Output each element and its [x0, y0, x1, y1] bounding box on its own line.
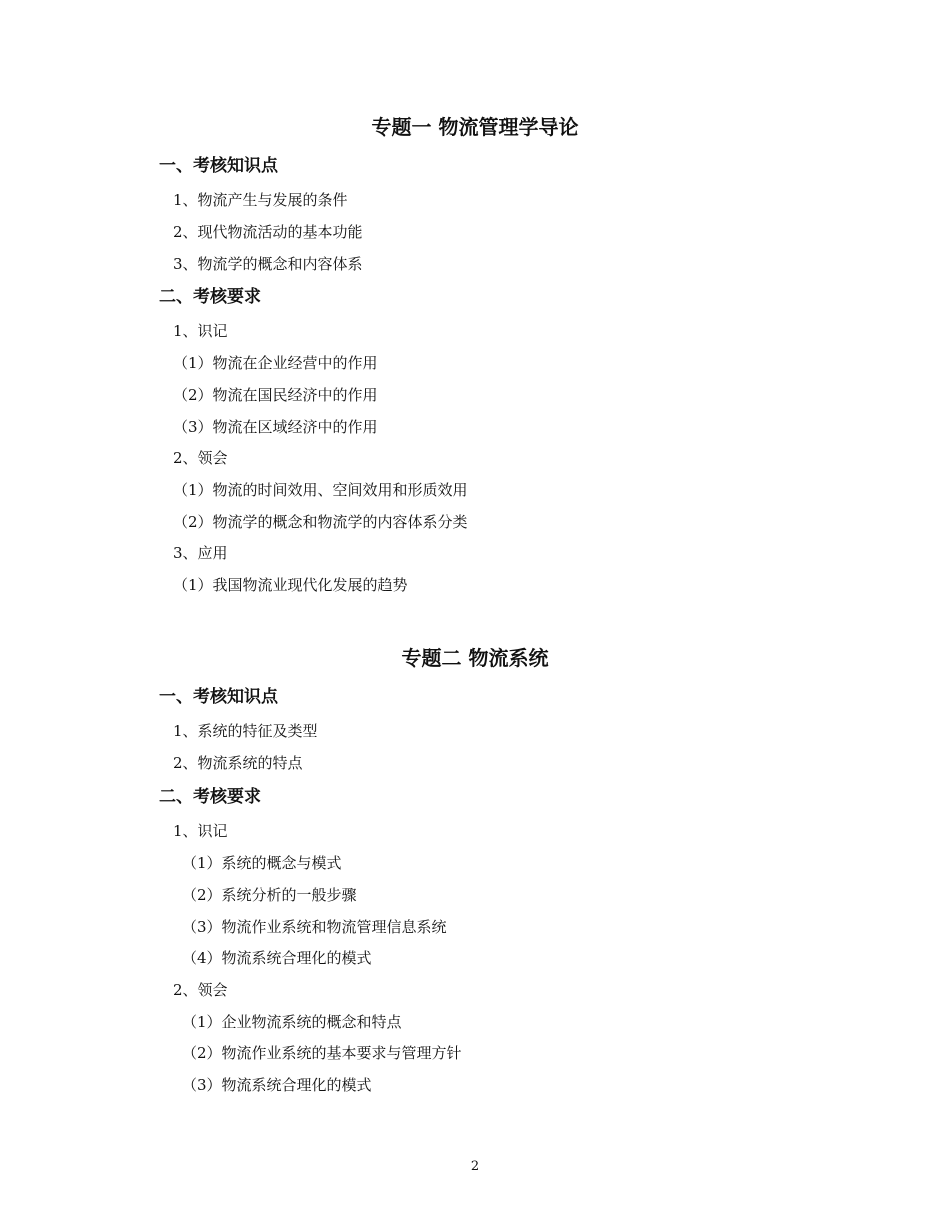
requirement-level-label: 3、应用 — [173, 544, 228, 562]
requirement-item: （2）物流在国民经济中的作用 — [173, 386, 378, 404]
requirement-item: （2）物流学的概念和物流学的内容体系分类 — [173, 513, 468, 531]
section-heading-requirements: 二、考核要求 — [159, 787, 261, 807]
requirement-level-label: 1、识记 — [173, 822, 228, 840]
requirement-item: （3）物流作业系统和物流管理信息系统 — [182, 918, 447, 936]
section-title: 专题二 物流系统 — [401, 646, 549, 670]
section-heading-knowledge: 一、考核知识点 — [159, 687, 278, 707]
requirement-item: （1）物流在企业经营中的作用 — [173, 354, 378, 372]
requirement-item: （3）物流系统合理化的模式 — [182, 1076, 372, 1094]
requirement-item: （1）物流的时间效用、空间效用和形质效用 — [173, 481, 468, 499]
requirement-item: （1）企业物流系统的概念和特点 — [182, 1013, 402, 1031]
requirement-item: （4）物流系统合理化的模式 — [182, 949, 372, 967]
knowledge-item: 1、系统的特征及类型 — [173, 722, 318, 740]
requirement-item: （3）物流在区域经济中的作用 — [173, 418, 378, 436]
section-title: 专题一 物流管理学导论 — [371, 115, 579, 139]
requirement-item: （2）系统分析的一般步骤 — [182, 886, 357, 904]
requirement-level-label: 2、领会 — [173, 981, 228, 999]
knowledge-item: 1、物流产生与发展的条件 — [173, 191, 348, 209]
knowledge-item: 3、物流学的概念和内容体系 — [173, 255, 363, 273]
page-number: 2 — [470, 1159, 480, 1174]
requirement-level-label: 2、领会 — [173, 449, 228, 467]
requirement-item: （1）系统的概念与模式 — [182, 854, 342, 872]
requirement-item: （1）我国物流业现代化发展的趋势 — [173, 576, 408, 594]
knowledge-item: 2、物流系统的特点 — [173, 754, 303, 772]
requirement-level-label: 1、识记 — [173, 322, 228, 340]
knowledge-item: 2、现代物流活动的基本功能 — [173, 223, 363, 241]
section-heading-knowledge: 一、考核知识点 — [159, 156, 278, 176]
section-heading-requirements: 二、考核要求 — [159, 287, 261, 307]
requirement-item: （2）物流作业系统的基本要求与管理方针 — [182, 1044, 462, 1062]
